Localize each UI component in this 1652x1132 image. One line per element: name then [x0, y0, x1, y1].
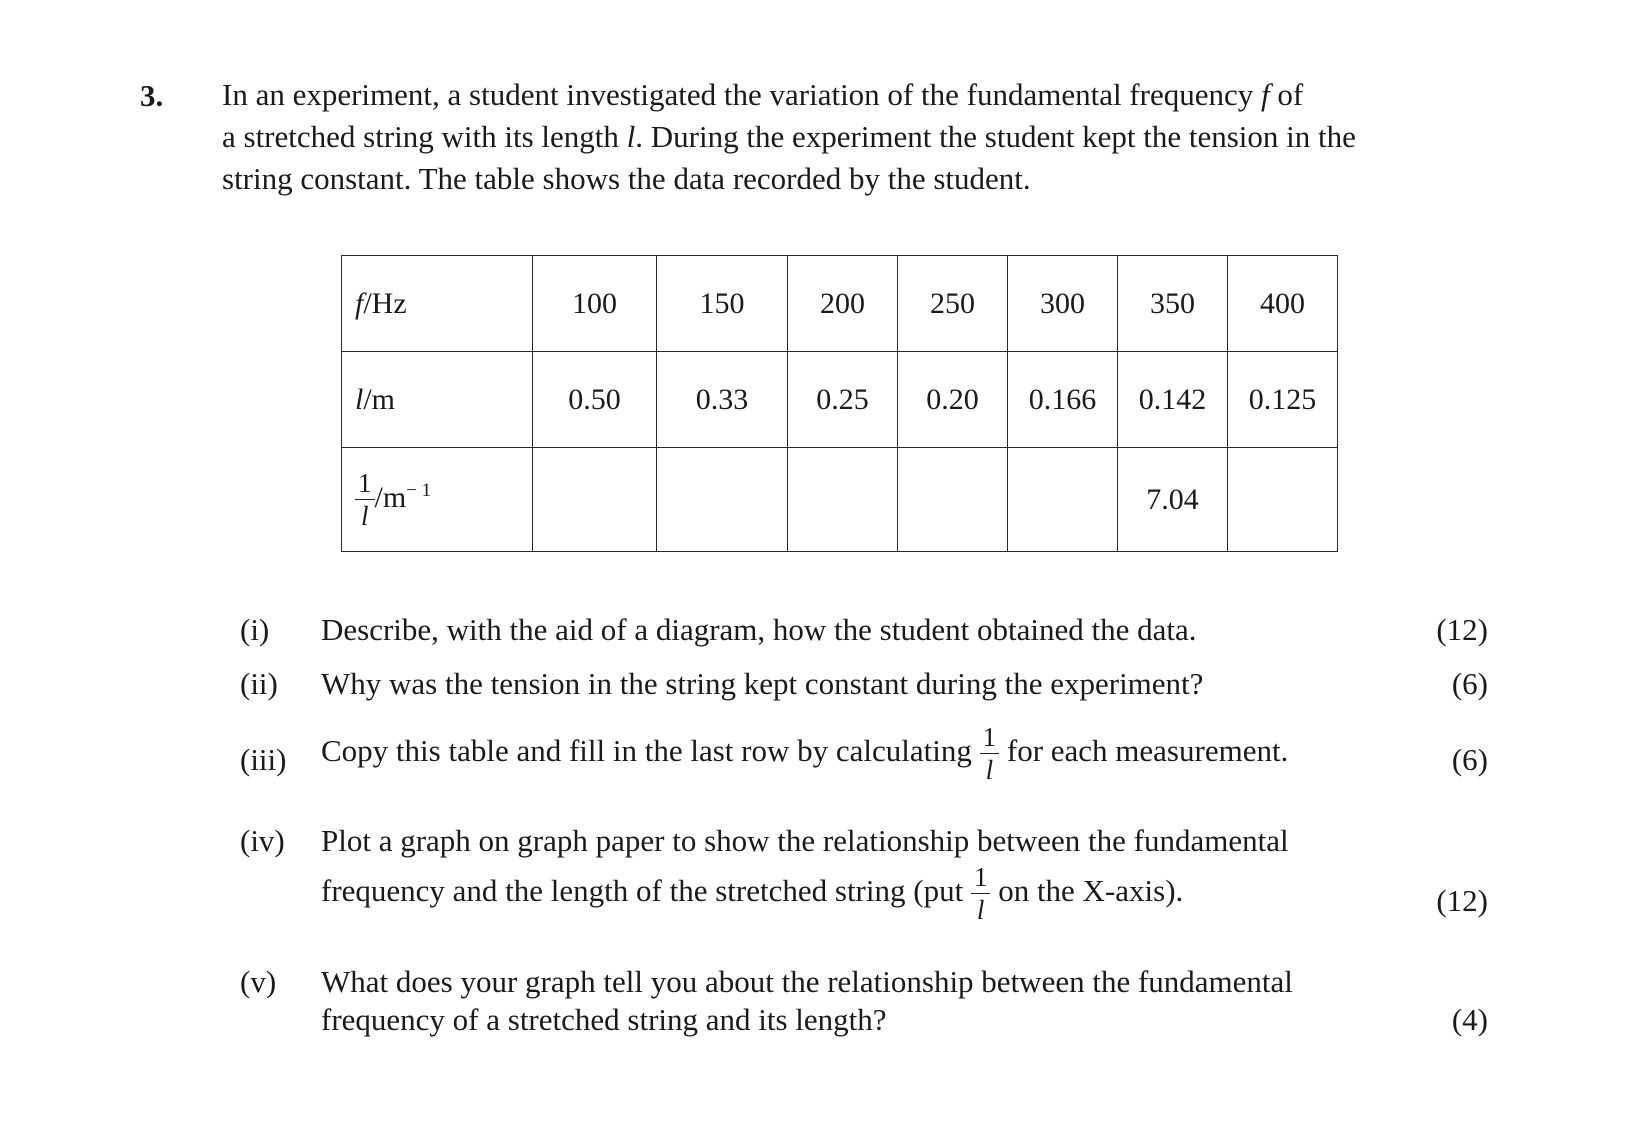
- part-label: (ii): [240, 666, 278, 701]
- part-marks: (12): [1436, 612, 1488, 647]
- table-cell: 0.125: [1228, 352, 1338, 448]
- table-cell: 0.33: [657, 352, 788, 448]
- part-marks: (6): [1451, 742, 1488, 777]
- row-header-length: l/m: [342, 352, 533, 448]
- part-marks: (6): [1451, 666, 1488, 701]
- table-cell: 350: [1118, 256, 1228, 352]
- table-cell: 200: [788, 256, 898, 352]
- part-text: Copy this table and fill in the last row by calculating $\frac{1}{l}$ for each measurement.: [321, 722, 1289, 785]
- part-iv: [0, 823, 1652, 933]
- table-cell: 0.25: [788, 352, 898, 448]
- table-cell: 0.50: [533, 352, 657, 448]
- part-label: (v): [240, 964, 277, 999]
- table-row-inverse-length: [342, 448, 1338, 552]
- table-cell: 0.20: [898, 352, 1008, 448]
- table-cell: 0.166: [1008, 352, 1118, 448]
- table-cell: 150: [657, 256, 788, 352]
- part-ii: [0, 666, 1652, 706]
- part-text-line-2: frequency of a stretched string and its length?: [321, 1002, 887, 1037]
- table-cell: 300: [1008, 256, 1118, 352]
- part-marks: (4): [1451, 1002, 1488, 1037]
- table-cell: [533, 448, 657, 552]
- fraction-one-over-l: $\frac{1}{l}$: [355, 470, 375, 530]
- row-header-frequency: f/Hz: [342, 256, 533, 352]
- table-cell: 7.04: [1118, 448, 1228, 552]
- part-text: Describe, with the aid of a diagram, how the student obtained the data.: [321, 612, 1197, 647]
- part-label: (i): [240, 612, 270, 647]
- table-cell: [1228, 448, 1338, 552]
- data-table: [341, 255, 1338, 552]
- part-text-line-1: Plot a graph on graph paper to show the relationship between the fundamental: [321, 823, 1289, 858]
- question-number: 3.: [140, 78, 164, 113]
- part-label: (iv): [240, 823, 285, 858]
- part-i: [0, 612, 1652, 652]
- table-cell: 0.142: [1118, 352, 1228, 448]
- table-row-frequency: [342, 256, 1338, 352]
- table-cell: [898, 448, 1008, 552]
- part-text-line-1: What does your graph tell you about the relationship between the fundamental: [321, 964, 1293, 999]
- table-cell: 100: [533, 256, 657, 352]
- part-marks: (12): [1436, 883, 1488, 918]
- table-cell: 250: [898, 256, 1008, 352]
- intro-line-2: a stretched string with its length l. During the experiment the student kept the tension in the: [222, 119, 1356, 154]
- part-label: (iii): [240, 742, 287, 777]
- part-text-line-2: frequency and the length of the stretched string (put $\frac{1}{l}$ on the X-axis).: [321, 862, 1184, 925]
- part-v: [0, 964, 1652, 1044]
- intro-line-3: string constant. The table shows the data recorded by the student.: [222, 161, 1031, 196]
- table-cell: [1008, 448, 1118, 552]
- fraction-one-over-l: $\frac{1}{l}$: [980, 724, 1000, 784]
- part-iii: [0, 720, 1652, 800]
- fraction-one-over-l: $\frac{1}{l}$: [971, 864, 991, 924]
- table-cell: 400: [1228, 256, 1338, 352]
- table-row-length: [342, 352, 1338, 448]
- question-intro: [222, 74, 1356, 200]
- table-cell: [788, 448, 898, 552]
- row-header-inverse-length: $\frac{1}{l}$ $/m^{- 1}$: [342, 448, 533, 552]
- intro-line-1: In an experiment, a student investigated the variation of the fundamental frequency f of: [222, 77, 1304, 112]
- part-text: Why was the tension in the string kept constant during the experiment?: [321, 666, 1204, 701]
- table-cell: [657, 448, 788, 552]
